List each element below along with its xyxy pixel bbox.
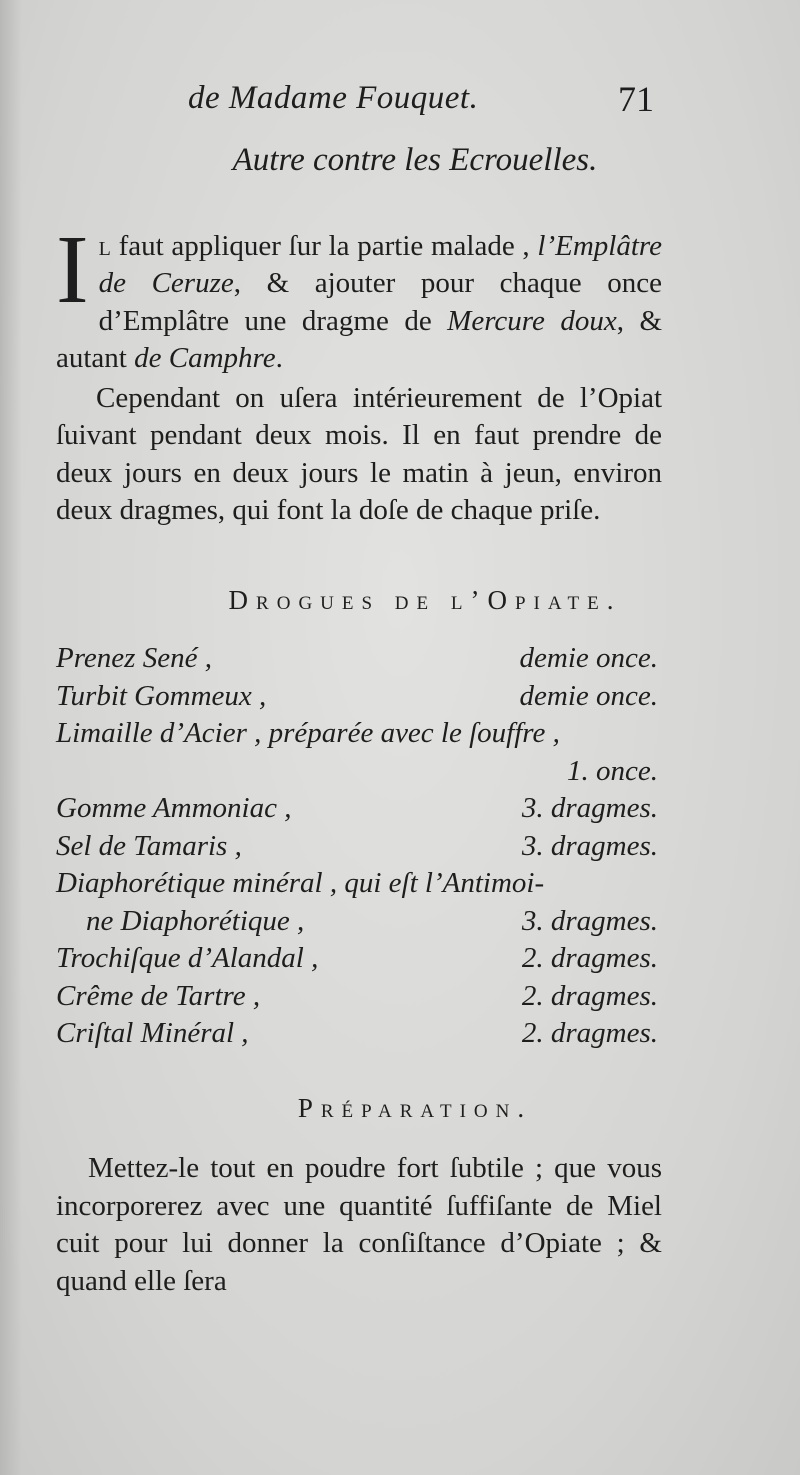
- ingredient-row: [56, 865, 658, 903]
- ingredient-row: [56, 678, 658, 716]
- paragraph-1-text: .: [275, 341, 283, 374]
- ingredient-quantity: 3. dragmes.: [521, 792, 658, 824]
- first-word-rest: l: [98, 230, 111, 262]
- page-gutter-shadow: [0, 0, 22, 1475]
- preparation-heading: Préparation.: [297, 1093, 533, 1123]
- ingredient-quantity: 2. dragmes.: [521, 1017, 658, 1049]
- paragraph-1: [56, 216, 663, 377]
- ingredient-quantity: 1. once.: [567, 754, 658, 787]
- paragraph-1-emphasis: de Camphre: [134, 341, 276, 374]
- ingredient-name: Criſtal Minéral ,: [56, 1017, 249, 1049]
- section-title: Autre contre les Ecrouelles.: [232, 142, 598, 178]
- drogues-heading: Drogues de l’Opiate.: [228, 585, 622, 615]
- ingredient-quantity: 2. dragmes.: [521, 942, 658, 974]
- ingredient-list: [56, 640, 658, 1053]
- running-head: [0, 80, 800, 120]
- paragraph-1-text: faut appliquer ſur la partie malade ,: [110, 230, 538, 262]
- ingredient-name: Turbit Gommeux ,: [56, 679, 267, 712]
- ingredient-row: [56, 753, 658, 791]
- ingredient-quantity: 2. dragmes.: [521, 979, 658, 1012]
- ingredient-row: [56, 790, 658, 828]
- ingredient-row: [56, 640, 658, 678]
- ingredient-name: Crême de Tartre ,: [56, 979, 261, 1012]
- ingredient-name: Sel de Tamaris ,: [56, 829, 242, 862]
- drop-cap: I: [56, 216, 89, 324]
- paragraph-1-emphasis: l’Emplâtre de Ceruze: [98, 230, 662, 300]
- running-title: de Madame Fouquet.: [188, 80, 479, 116]
- ingredient-name: Diaphorétique minéral , qui eſt l’Antimoi-: [56, 867, 545, 899]
- page-number: 71: [618, 79, 654, 119]
- paragraph-2: Cependant on uſera intérieurement de l’Opiat ſuivant pendant deux mois. Il en faut prendre de deux jours en deux jours le matin à jeun, environ deux dragmes, qui font la doſe de chaque priſe.: [56, 382, 662, 526]
- ingredient-name: Trochiſque d’Alandal ,: [56, 942, 319, 974]
- ingredient-row: [56, 1015, 658, 1053]
- paragraph-1-emphasis: Mercure doux: [447, 304, 617, 337]
- ingredient-quantity: demie once.: [519, 642, 658, 674]
- paragraph-1-text: , & ajouter pour chaque once d’Emplâtre une dragme de: [98, 267, 663, 337]
- ingredient-name: Prenez Sené ,: [56, 642, 212, 674]
- ingredient-name: ne Diaphorétique ,: [86, 904, 305, 937]
- ingredient-row: [56, 828, 658, 866]
- ingredient-row: [56, 978, 658, 1016]
- ingredient-quantity: 3. dragmes.: [521, 904, 658, 937]
- ingredient-row: [56, 715, 658, 753]
- ingredient-row: [56, 940, 658, 978]
- ingredient-quantity: demie once.: [519, 679, 658, 712]
- ingredient-quantity: 3. dragmes.: [521, 829, 658, 862]
- ingredient-name: Limaille d’Acier , préparée avec le ſouffre ,: [56, 717, 560, 749]
- ingredient-row: [56, 903, 658, 941]
- paragraph-3: Mettez-le tout en poudre fort ſubtile ; que vous incorporerez avec une quantité ſuffiſante de Miel cuit pour lui donner la conſiſtance d’Opiate ; & quand elle ſera: [56, 1152, 662, 1297]
- ingredient-name: Gomme Ammoniac ,: [56, 792, 292, 824]
- paragraph-1-text: , & autant: [56, 304, 662, 374]
